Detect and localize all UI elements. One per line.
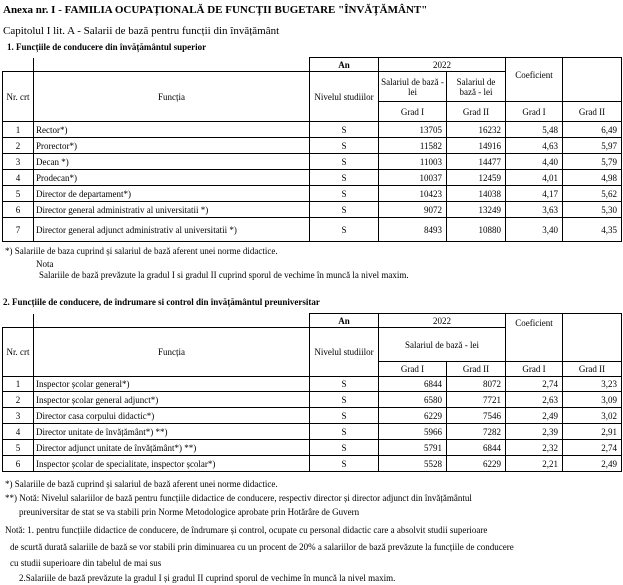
section1-heading: 1. Funcțiile de conducere din învățământul superior bbox=[7, 42, 207, 52]
row-nr: 1 bbox=[3, 122, 34, 138]
row-coef-grad2: 3,23 bbox=[563, 377, 622, 392]
section1-note1: *) Salariile de baza cuprind și salariul de bază aferent unei norme didactice. bbox=[5, 246, 278, 256]
section1-table bbox=[2, 57, 622, 242]
row-functia: Director de departament*) bbox=[34, 186, 310, 202]
salariu-header-2: Salariul de bază - lei bbox=[379, 328, 506, 362]
functia-header: Funcția bbox=[34, 72, 310, 122]
row-nivel: S bbox=[310, 122, 379, 138]
row-nivel: S bbox=[310, 440, 379, 456]
row-coef-grad2: 2,74 bbox=[563, 440, 622, 456]
section2-note3c: cu studii superioare din tabelul de mai sus bbox=[10, 558, 162, 568]
page-title: Anexa nr. I - FAMILIA OCUPAȚIONALĂ DE FUNCȚII BUGETARE "ÎNVĂȚĂMÂNT" bbox=[3, 4, 428, 16]
section2-note3a: Notă: 1. pentru funcțiile didactice de conducere, de îndrumare și control, ocupate cu personal didactic care a absolvit studii superioare bbox=[5, 525, 488, 535]
row-nr: 2 bbox=[3, 138, 34, 154]
row-coef-grad1: 2,63 bbox=[506, 392, 563, 408]
section2-note4: 2.Salariile de bază prevăzute la gradul I și gradul II cuprind sporul de vechime în muncă la nivel maxim. bbox=[19, 573, 396, 583]
row-functia: Director adjunct unitate de învățământ*) **) bbox=[34, 440, 310, 456]
row-nivel: S bbox=[310, 218, 379, 242]
row-salariu-grad2: 7282 bbox=[447, 424, 506, 440]
row-salariu-grad1: 6844 bbox=[379, 377, 447, 392]
row-salariu-grad2: 16232 bbox=[447, 122, 506, 138]
row-coef-grad1: 4,63 bbox=[506, 138, 563, 154]
row-coef-grad2: 5,62 bbox=[563, 186, 622, 202]
table-row bbox=[3, 377, 622, 392]
row-coef-grad1: 2,32 bbox=[506, 440, 563, 456]
row-coef-grad1: 4,40 bbox=[506, 154, 563, 170]
row-salariu-grad2: 10880 bbox=[447, 218, 506, 242]
table-row bbox=[3, 170, 622, 186]
row-salariu-grad2: 14916 bbox=[447, 138, 506, 154]
table-row bbox=[3, 424, 622, 440]
section2-note2b: preuniversitar de stat se va stabili prin Norme Metodologice aprobate prin Hotărâre de Guvern bbox=[19, 507, 360, 517]
row-nr: 4 bbox=[3, 424, 34, 440]
coef-header: Coeficient bbox=[506, 58, 563, 102]
row-coef-grad2: 5,79 bbox=[563, 154, 622, 170]
row-salariu-grad1: 11582 bbox=[379, 138, 447, 154]
row-salariu-grad1: 6229 bbox=[379, 408, 447, 424]
year-cell: 2022 bbox=[379, 58, 506, 72]
row-nr: 4 bbox=[3, 170, 34, 186]
row-functia: Director casa corpului didactic*) bbox=[34, 408, 310, 424]
grad1-header-2: Grad I bbox=[379, 362, 447, 377]
section2-heading: 2. Funcțiile de conducere, de îndrumare si control din învățământul preuniversitar bbox=[3, 297, 320, 307]
row-coef-grad1: 2,49 bbox=[506, 408, 563, 424]
nivel-header: Nivelul studiilor bbox=[310, 72, 379, 122]
an-label-2: An bbox=[310, 314, 379, 328]
row-functia: Prodecan*) bbox=[34, 170, 310, 186]
row-nivel: S bbox=[310, 138, 379, 154]
row-nivel: S bbox=[310, 154, 379, 170]
row-nr: 5 bbox=[3, 440, 34, 456]
nr-header-2: Nr. crt bbox=[3, 328, 34, 377]
coef-grad1-header: Grad I bbox=[506, 102, 563, 122]
row-nr: 2 bbox=[3, 392, 34, 408]
table-row bbox=[3, 154, 622, 170]
section2-note1: *) Salariile de bază cuprind și salariul de bază aferent unei norme didactice. bbox=[5, 479, 278, 489]
year-cell-2: 2022 bbox=[379, 314, 506, 328]
row-salariu-grad1: 11003 bbox=[379, 154, 447, 170]
row-nivel: S bbox=[310, 186, 379, 202]
row-salariu-grad1: 5791 bbox=[379, 440, 447, 456]
section1-note-label: Nota bbox=[36, 259, 54, 269]
grad2-header-2: Grad II bbox=[447, 362, 506, 377]
row-salariu-grad1: 10037 bbox=[379, 170, 447, 186]
row-nr: 3 bbox=[3, 408, 34, 424]
section2-note2a: **) Notă: Nivelul salariilor de bază pentru funcțiile didactice de conducere, respectiv director și director adjunct din învățământul bbox=[5, 493, 472, 503]
row-coef-grad2: 5,97 bbox=[563, 138, 622, 154]
row-salariu-grad2: 12459 bbox=[447, 170, 506, 186]
coef-grad1-header-2: Grad I bbox=[506, 362, 563, 377]
row-nivel: S bbox=[310, 377, 379, 392]
row-coef-grad1: 2,39 bbox=[506, 424, 563, 440]
row-salariu-grad1: 13705 bbox=[379, 122, 447, 138]
row-coef-grad1: 3,63 bbox=[506, 202, 563, 218]
functia-header-2: Funcția bbox=[34, 328, 310, 377]
row-nivel: S bbox=[310, 170, 379, 186]
table-row bbox=[3, 218, 622, 242]
table-row bbox=[3, 122, 622, 138]
row-coef-grad2: 2,91 bbox=[563, 424, 622, 440]
row-coef-grad1: 4,17 bbox=[506, 186, 563, 202]
row-salariu-grad1: 5528 bbox=[379, 456, 447, 472]
row-coef-grad1: 5,48 bbox=[506, 122, 563, 138]
row-salariu-grad2: 7721 bbox=[447, 392, 506, 408]
row-functia: Inspector școlar general adjunct*) bbox=[34, 392, 310, 408]
coef-grad2-header: Grad II bbox=[563, 102, 622, 122]
row-salariu-grad1: 10423 bbox=[379, 186, 447, 202]
row-salariu-grad2: 6229 bbox=[447, 456, 506, 472]
nr-header: Nr. crt bbox=[3, 72, 34, 122]
table-row bbox=[3, 440, 622, 456]
grad2-header: Grad II bbox=[447, 102, 506, 122]
row-salariu-grad2: 13249 bbox=[447, 202, 506, 218]
row-salariu-grad2: 14038 bbox=[447, 186, 506, 202]
row-coef-grad2: 5,30 bbox=[563, 202, 622, 218]
row-nr: 1 bbox=[3, 377, 34, 392]
row-coef-grad2: 6,49 bbox=[563, 122, 622, 138]
table-row bbox=[3, 456, 622, 472]
row-coef-grad1: 2,21 bbox=[506, 456, 563, 472]
row-nivel: S bbox=[310, 408, 379, 424]
salariu2-header: Salariul de bază - lei bbox=[447, 72, 506, 102]
coef-grad2-header-2: Grad II bbox=[563, 362, 622, 377]
row-functia: Rector*) bbox=[34, 122, 310, 138]
row-functia: Prorector*) bbox=[34, 138, 310, 154]
row-nivel: S bbox=[310, 456, 379, 472]
row-salariu-grad1: 9072 bbox=[379, 202, 447, 218]
row-functia: Decan *) bbox=[34, 154, 310, 170]
row-salariu-grad2: 6844 bbox=[447, 440, 506, 456]
row-nr: 5 bbox=[3, 186, 34, 202]
table-row bbox=[3, 408, 622, 424]
row-salariu-grad2: 14477 bbox=[447, 154, 506, 170]
row-coef-grad2: 4,35 bbox=[563, 218, 622, 242]
row-coef-grad1: 2,74 bbox=[506, 377, 563, 392]
row-nr: 7 bbox=[3, 218, 34, 242]
row-coef-grad2: 3,09 bbox=[563, 392, 622, 408]
salariu1-header: Salariul de bază - lei bbox=[379, 72, 447, 102]
row-functia: Director unitate de învățământ*) **) bbox=[34, 424, 310, 440]
section1-note2: Salariile de bază prevăzute la gradul I si gradul II cuprind sporul de vechime în muncă la nivel maxim. bbox=[39, 270, 409, 280]
grad1-header: Grad I bbox=[379, 102, 447, 122]
row-functia: Inspector școlar general*) bbox=[34, 377, 310, 392]
row-nivel: S bbox=[310, 424, 379, 440]
table-row bbox=[3, 202, 622, 218]
row-coef-grad1: 3,40 bbox=[506, 218, 563, 242]
row-coef-grad1: 4,01 bbox=[506, 170, 563, 186]
coef-header-2: Coeficient bbox=[506, 314, 563, 362]
row-salariu-grad1: 5966 bbox=[379, 424, 447, 440]
row-salariu-grad2: 7546 bbox=[447, 408, 506, 424]
nivel-header-2: Nivelul studiilor bbox=[310, 328, 379, 377]
row-functia: Director general adjunct administrativ al universitatii *) bbox=[34, 218, 310, 242]
row-nr: 3 bbox=[3, 154, 34, 170]
row-salariu-grad1: 8493 bbox=[379, 218, 447, 242]
row-coef-grad2: 4,98 bbox=[563, 170, 622, 186]
an-label: An bbox=[310, 58, 379, 72]
row-nivel: S bbox=[310, 202, 379, 218]
row-salariu-grad1: 6580 bbox=[379, 392, 447, 408]
row-nr: 6 bbox=[3, 202, 34, 218]
row-coef-grad2: 2,49 bbox=[563, 456, 622, 472]
row-functia: Inspector școlar de specialitate, inspector școlar*) bbox=[34, 456, 310, 472]
row-functia: Director general administrativ al universitatii *) bbox=[34, 202, 310, 218]
table-row bbox=[3, 392, 622, 408]
row-nr: 6 bbox=[3, 456, 34, 472]
section2-note3b: de scurtă durată salariile de bază se vor stabili prin diminuarea cu un procent de 20% a salariilor de bază prevăzute la funcțiile de conducere bbox=[10, 542, 514, 552]
table-row bbox=[3, 186, 622, 202]
table-row bbox=[3, 138, 622, 154]
row-coef-grad2: 3,02 bbox=[563, 408, 622, 424]
section2-table bbox=[2, 313, 622, 472]
row-nivel: S bbox=[310, 392, 379, 408]
row-salariu-grad2: 8072 bbox=[447, 377, 506, 392]
chapter-title: Capitolul I lit. A - Salarii de bază pentru funcții din învățământ bbox=[3, 25, 280, 37]
